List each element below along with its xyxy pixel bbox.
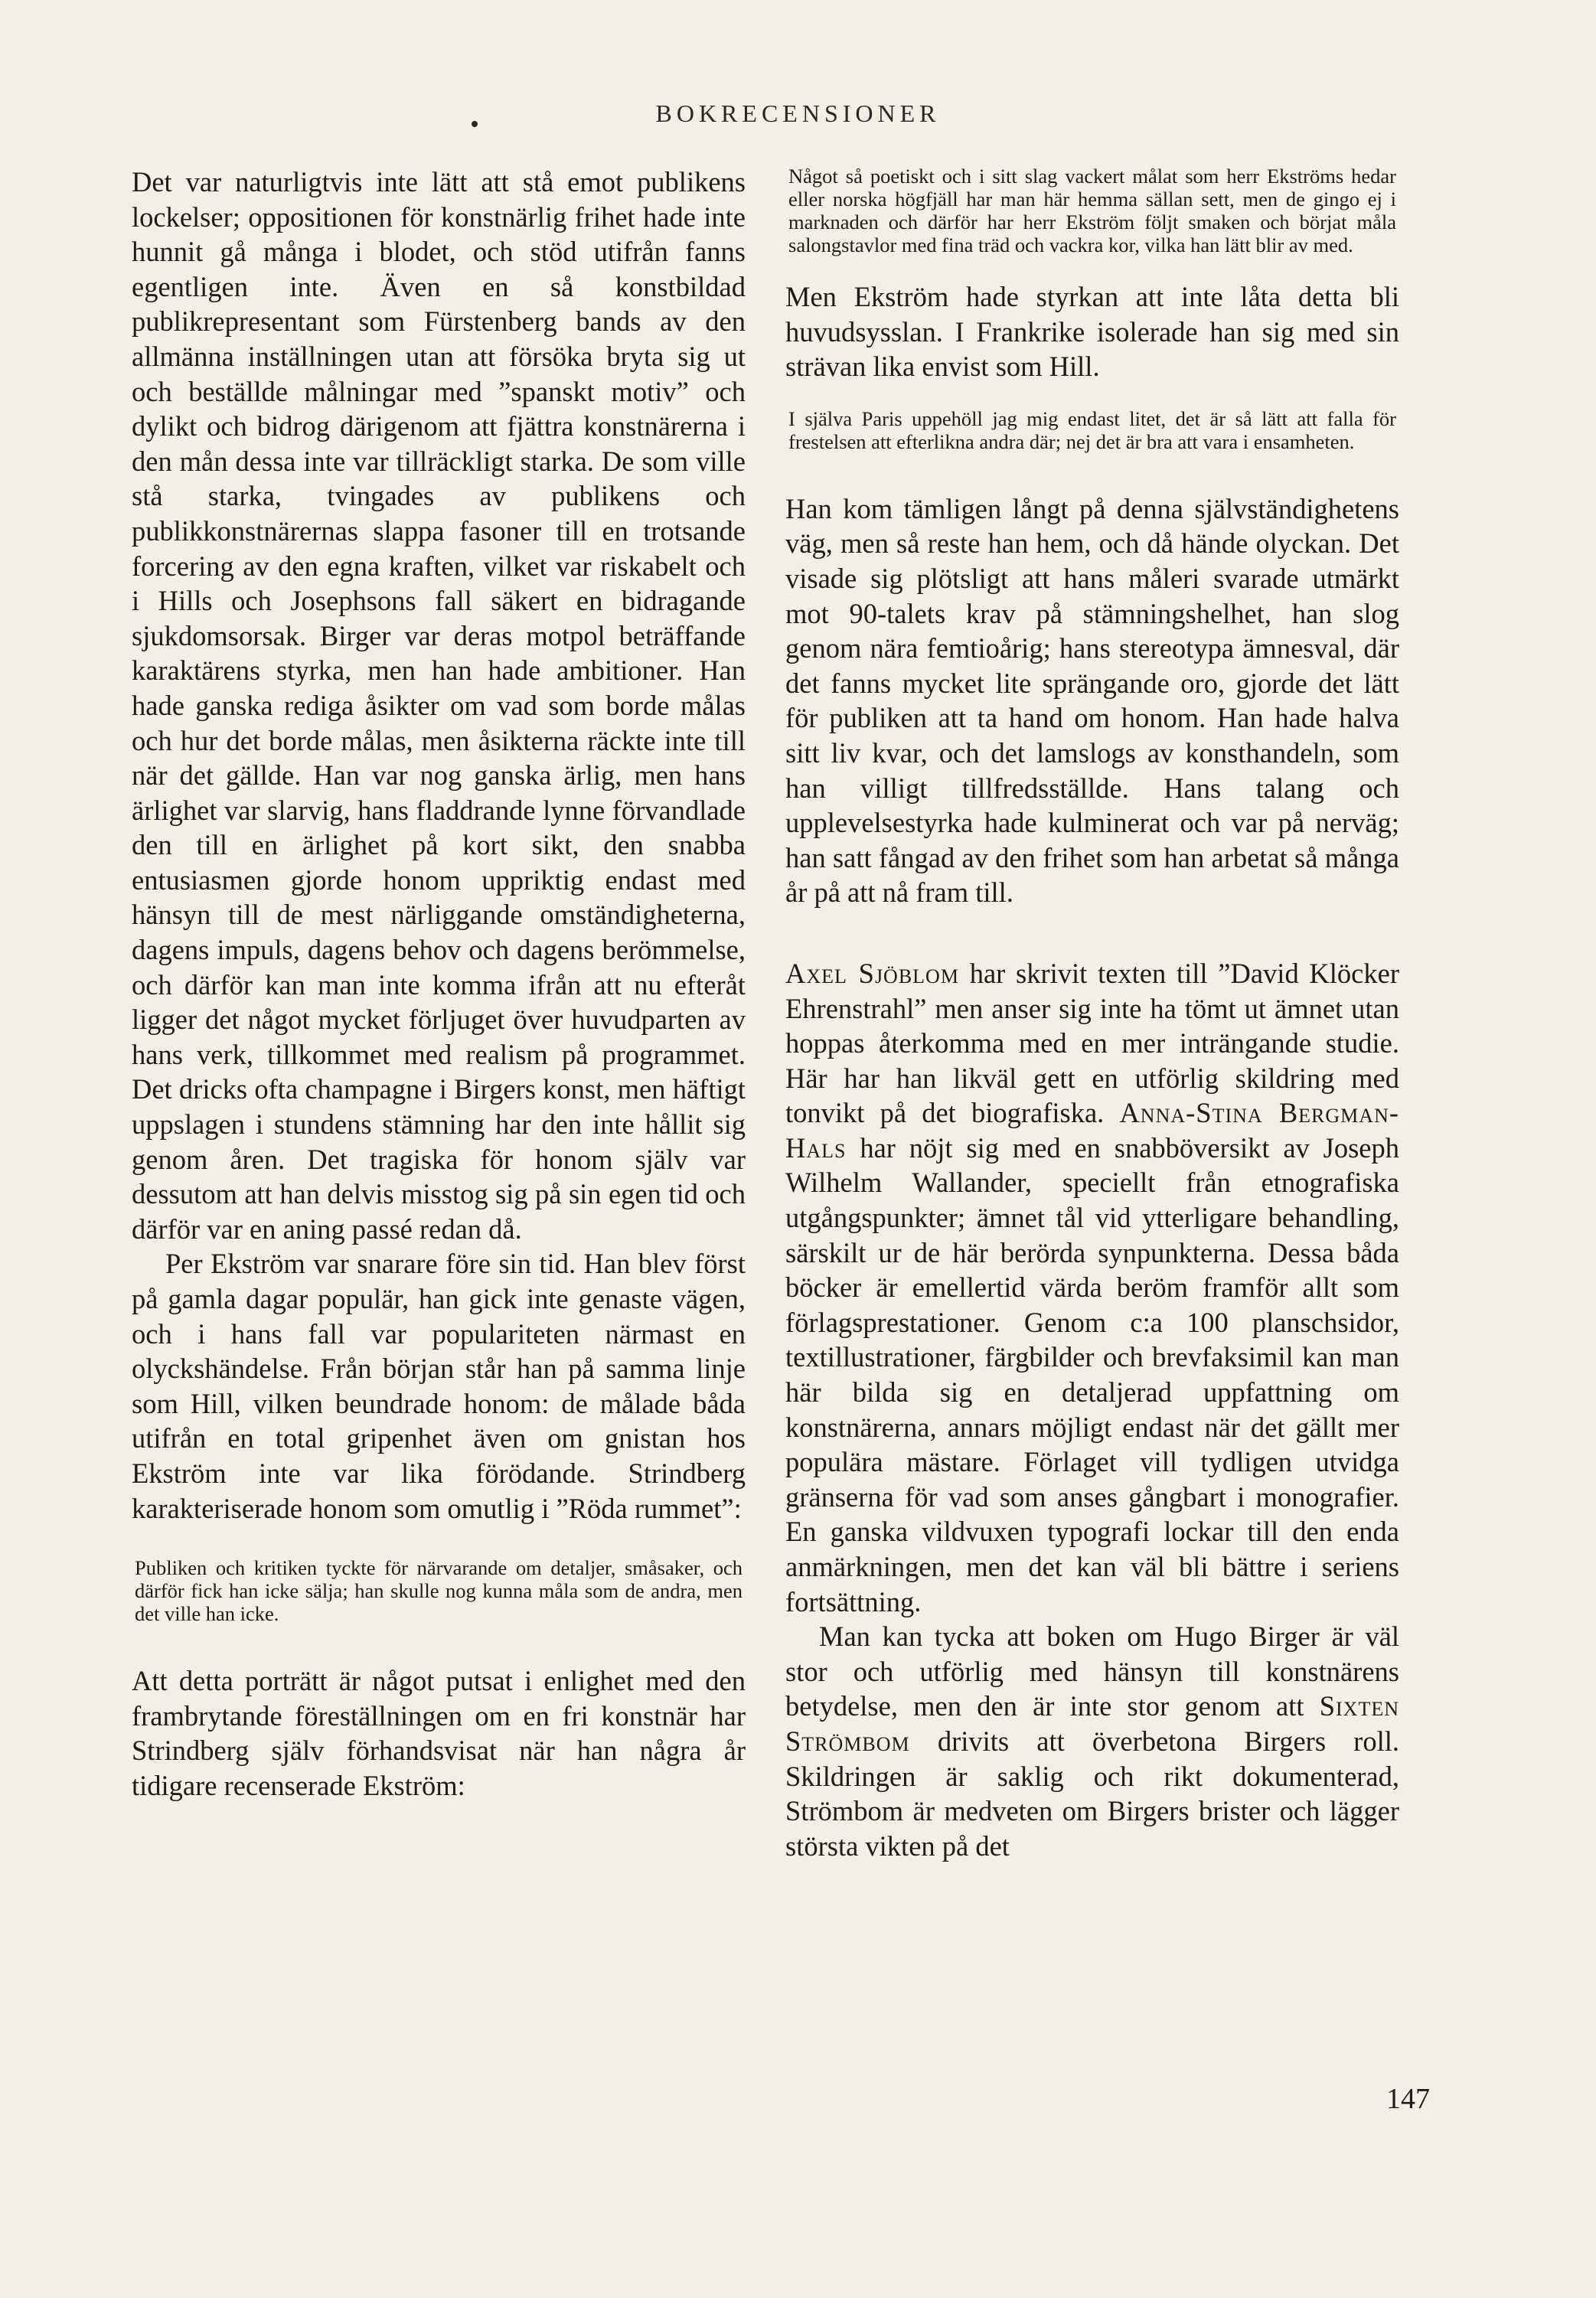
author-name: Axel Sjöblom [785, 957, 959, 989]
block-quote: I själva Paris uppehöll jag mig endast litet, det är så lätt att falla för frestelsen att efterlikna andra där; nej det är bra att vara i ensamheten. [788, 406, 1396, 453]
paragraph: Det var naturligtvis inte lätt att stå emot publikens lockelser; oppositionen för konstnärlig frihet hade inte hunnit gå många i blodet, och stöd utifrån fanns egentligen inte. Även en så konstbildad publikrepresentant som Fürstenberg bands av den allmänna inställningen utan att försöka bryta sig ut och beställde målningar med ”spanskt motiv” och dylikt och bidrog därigenom att fjättra konstnärerna i den mån dessa inte var tillräckligt starka. De som ville stå starka, tvingades av publikens och publikkonstnärernas slappa fasoner till en trotsande forcering av den egna kraften, vilket var riskabelt och i Hills och Josephsons fall säkert en bidragande sjukdomsorsak. Birger var deras motpol beträffande karaktärens styrka, men han hade ambitioner. Han hade ganska rediga åsikter om vad som borde målas och hur det borde målas, men åsikterna räckte inte till när det gällde. Han var nog ganska ärlig, men hans ärlighet var slarvig, hans fladdrande lynne förvandlade den till en ärlighet på kort sikt, den snabba entusiasmen gjorde honom uppriktig endast med hänsyn till de mest närliggande omständigheterna, dagens impuls, dagens behov och dagens berömmelse, och därför kan man inte komma ifrån att nu efteråt ligger det något mycket förljuget över huvudparten av hans verk, tillkommet med realism på programmet. Det dricks ofta champagne i Birgers konst, men häftigt uppslagen i stundens stämning har den inte hållit sig genom åren. Det tragiska för honom själv var dessutom att han delvis misstog sig på sin egen tid och därför var en aning passé redan då. [132, 166, 746, 1245]
paragraph-text: Man kan tycka att boken om Hugo Birger är väl stor och utförlig med hänsyn till konstnärens betydelse, men den är inte stor genom att [785, 1621, 1399, 1722]
paragraph [785, 956, 1399, 1619]
paragraph: Att detta porträtt är något putsat i enlighet med den frambrytande föreställningen om en fri konstnär har Strindberg själv förhandsvisat när han några år tidigare recenserade Ekström: [132, 1665, 746, 1801]
spacer [132, 1625, 746, 1663]
paragraph: Men Ekström hade styrkan att inte låta detta bli huvudsysslan. I Frankrike isolerade han sig med sin strävan lika envist som Hill. [785, 281, 1399, 383]
block-quote: Publiken och kritiken tyckte för närvarande om detaljer, småsaker, och därför fick han icke sälja; han skulle nog kunna måla som de andra, men det ville han icke. [135, 1556, 743, 1626]
spacer [785, 910, 1399, 956]
left-column [132, 165, 746, 1803]
paragraph-text: drivits att överbetona Birgers roll. Skildringen är saklig och rikt dokumenterad, Strömbom är medveten om Birgers brister och lägger största vikten på det [785, 1725, 1399, 1862]
paragraph-text: har nöjt sig med en snabböversikt av Joseph Wilhelm Wallander, speciellt från etnografiska utgångspunkter; ämnet tål vid ytterligare behandling, särskilt ur de här berörda synpunkterna. Dessa båda böcker är emellertid värda beröm framför allt som förlagsprestationer. Genom c:a 100 planschsidor, textillustrationer, färgbilder och brevfaksimil kan man här bilda sig en detaljerad uppfattning om konstnärerna, annars möjligt endast när det gällt mer populära mästare. Förlaget vill tydligen utvidga gränserna för vad som anses gångbart i monografier. En ganska vildvuxen typografi lockar till den enda anmärkningen, men det kan väl bli bättre i seriens fortsättning. [785, 1131, 1399, 1617]
spacer [785, 453, 1399, 491]
page-number: 147 [1386, 2083, 1430, 2115]
block-quote: Något så poetiskt och i sitt slag vackert målat som herr Ekströms hedar eller norska högfjäll har man här hemma sällan sett, men de gingo ej i marknaden och därför har herr Ekström följt smaken och börjat måla salongstavlor med fina träd och vackra kor, vilka han lätt blir av med. [788, 165, 1396, 256]
right-column [785, 165, 1399, 1863]
running-title: BOKRECENSIONER [655, 100, 941, 127]
paragraph: Han kom tämligen långt på denna självständighetens väg, men så reste han hem, och då hände olyckan. Det visade sig plötsligt att hans måleri svarade utmärkt mot 90-talets krav på stämningshelhet, han slog genom nära femtioårig; hans stereotypa ämnesval, där det fanns mycket lite sprängande oro, gjorde det lätt för publiken att ta hand om honom. Han hade halva sitt liv kvar, och det lamslogs av konsthandeln, som han villigt tillfredsställde. Hans talang och upplevelsestyrka hade kulminerat och var på nerväg; han satt fångad av den frihet som han arbetat så många år på att nå fram till. [785, 492, 1399, 909]
spacer [785, 256, 1399, 279]
author-name: Anna-Stina Bergman-Hals [785, 1097, 1400, 1164]
spacer [132, 1526, 746, 1556]
author-name: Sixten Strömbom [785, 1690, 1399, 1757]
spacer [785, 384, 1399, 407]
paragraph: Per Ekström var snarare före sin tid. Han blev först på gamla dagar populär, han gick inte genaste vägen, och i hans fall var populariteten närmast en olyckshändelse. Från början står han på samma linje som Hill, vilken beundrade honom: de målade båda utifrån en total gripenhet även om gnistan hos Ekström inte var lika förödande. Strindberg karakteriserade honom som omutlig i ”Röda rummet”: [132, 1248, 746, 1524]
paragraph [785, 1619, 1399, 1863]
paragraph-text: har skrivit texten till ”David Klöcker Ehrenstrahl” men anser sig inte ha tömt ut ämnet utan hoppas återkomma med en mer inträngande studie. Här har han likväl gett en utförlig skildring med tonvikt på det biografiska. [785, 957, 1399, 1129]
